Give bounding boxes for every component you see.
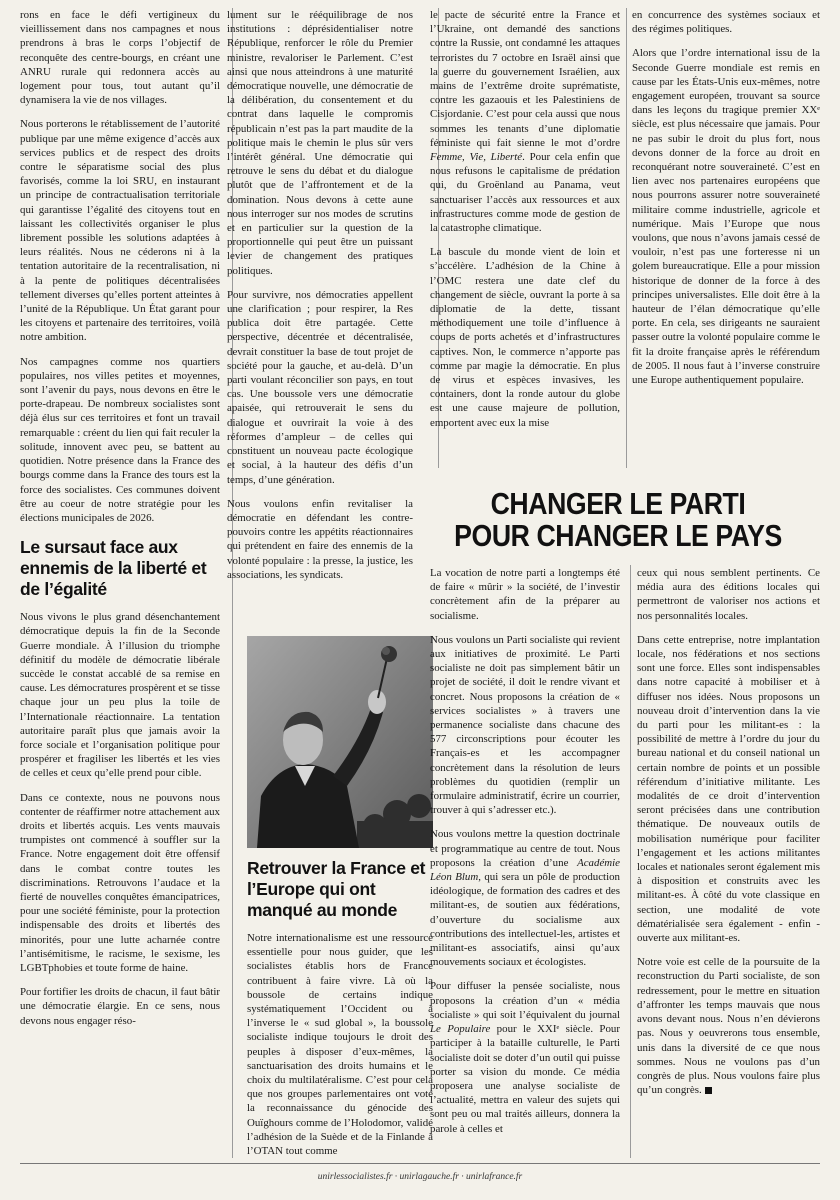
column-4 — [632, 8, 820, 468]
paragraph: Nous vivons le plus grand désenchantement démocratique depuis la fin de la Seconde Guerre mondiale. À l’illusion du triomphe définitif du modèle de démocratie libérale succède le constat accablé de sa remise en cause. Les démocratures prospèrent et se tisse chaque jour un peu plus la toile de l’Internationale réactionnaire. La tentation autoritaire paraît plus que jamais avoir la force sociale et l’organisation politique pour prospérer et fragiliser les libertés et les vies de celles et ceux qu’elle prend pour cible. — [20, 611, 220, 780]
text-run: le pacte de sécurité entre la France et l’Ukraine, ont demandé des sanctions contre la Russie, ont condamné les attaques terroristes du 7 octobre en Israël ainsi que la guerre du gouvernement Israélien, aux mains de l’extrême droite suprématiste, contre les gazaouis et les Palestiniens de Cisjordanie. C’est pour cela aussi que nous sommes les tenants d’une diplomatie féministe qui fait sienne le mot d’ordre — [430, 9, 620, 149]
column-2 — [227, 8, 413, 618]
text-run: Pour diffuser la pensée socialiste, nous proposons la création d’un « média socialiste » qui soit l’équivalent du journal — [430, 980, 620, 1021]
paragraph: rons en face le défi vertigineux du vieillissement dans nos campagnes et nous prendrons à bras le corps l’objectif de reconquête des centre-bourgs, en créant une ANRU rurale qui redonnera accès au logement pour tous, tout autant qu’il dynamisera la vie de nos villages. — [20, 9, 220, 107]
column-6 — [637, 566, 820, 1162]
section-heading: Le sursaut face aux ennemis de la liberté et de l’égalité — [20, 537, 207, 600]
paragraph — [430, 979, 620, 1135]
column-rule — [630, 565, 631, 1158]
paragraph: Nous voulons un Parti socialiste qui revient aux initiatives de proximité. Le Parti socialiste ne doit pas simplement bâtir un projet de société, il doit le rendre vivant et concret. Nous proposons la création de « services socialistes » à travers une permanence socialiste dans chacune des 577 circonscriptions pour écouter les Français-es et les accompagner concrètement dans la résolution de leurs problèmes du quotidien (remplir un formulaire administratif, écrire un courrier, trouver à qui s’adresser etc.). — [430, 633, 620, 817]
headline-line: POUR CHANGER LE PAYS — [454, 518, 782, 553]
paragraph: Pour fortifier les droits de chacun, il faut bâtir une démocratie élargie. En ce sens, nous devons nous engager réso- — [20, 986, 220, 1027]
paragraph: Notre internationalisme est une ressource essentielle pour nous guider, que les socialistes établis hors de France contribuent à faire vivre. Là où la boussole de certains indique systématiquement l’Occident ou à l’inverse le « sud global », la boussole socialiste indique toujours le droit des peuples à disposer d’eux-mêmes, la sanctuarisation des droits humains et le choix du multilatéralisme. C’est pour cela que nos groupes parlementaires ont voté la reconnaissance du génocide des Ouïghours comme de l’Holodomor, validé l’adhésion de la Suède et de la Finlande à l’OTAN tout comme — [247, 932, 433, 1158]
paragraph — [430, 8, 620, 235]
paragraph: ceux qui nous semblent pertinents. Ce média aura des éditions locales qui permettront de valoriser nos actions et nos personnalités locales. — [637, 567, 820, 622]
paragraph: Dans ce contexte, nous ne pouvons nous contenter de réaffirmer notre attachement aux droits et libertés acquis. Les vents mauvais trumpistes ont commencé à souffler sur la France. Notre engagement doit être offensif dans le combat contre toutes les discriminations. Retrouvons l’audace et la fierté de nouvelles conquêtes émancipatrices, pour une société féministe, pour la protection indispensable des droits et libertés des minorités, pour une lutte acharnée contre l’antisémitisme, le racisme, le sexisme, les LGBTphobies et toute forme de haine. — [20, 791, 220, 974]
column-5 — [430, 566, 620, 1162]
italic-slogan: Femme, Vie, Liberté — [430, 151, 523, 164]
column-1 — [20, 8, 220, 1163]
paragraph: Nos campagnes comme nos quartiers populaires, nos villes petites et moyennes, sont l’avenir du pays, nous devons en être le porte-drapeau. De nombreux socialistes sont déjà élus sur ces territoires et font un travail remarquable : créent du lien qui fait reculer la solitude, innovent avec peu, se battent au quotidien. Notre présence dans la France des bourgs comme dans la France des tours est la force des socialistes. Ces communes doivent être au coeur de notre stratégie pour les élections municipales de 2026. — [20, 355, 220, 524]
end-of-article-mark — [705, 1087, 712, 1094]
paragraph: Nous voulons enfin revitaliser la démocratie en défendant les contre-pouvoirs contre les appétits réactionnaires qui prétendent en faire des ennemis de la volonté populaire : la presse, la justice, les associations, les syndicats. — [227, 497, 413, 581]
text-run: Nous voulons mettre la question doctrinale et programmatique au centre de tout. Nous proposons la création d’une — [430, 828, 620, 869]
italic-name: Académie Léon Blum — [430, 856, 620, 884]
photo-illustration — [247, 636, 433, 848]
paragraph: La vocation de notre parti a longtemps été de faire « mûrir » la société, de l’investir concrètement afin de la préparer au socialisme. — [430, 567, 620, 622]
paragraph — [430, 827, 620, 969]
paragraph: La bascule du monde vient de loin et s’accélère. L’adhésion de la Chine à l’OMC restera une date clef du changement de siècle, ouvrant la porte à sa diplomatie de la dette, tissant méthodiquement une toile d’influence à coups de ports achetés et d’infrastructures captives. Non, le commerce n’apporte pas comme par magie la démocratie. En plus de virus et espèces invasives, les containers, dont la ronde autour du globe est une cause majeure de pollution, emportent avec eux la mise — [430, 246, 620, 429]
italic-journal: Le Populaire — [430, 1023, 491, 1036]
paragraph: Alors que l’ordre international issu de la Seconde Guerre mondiale est remis en cause par les États-Unis eux-mêmes, notre engagement européen, trouvant sa source dans les leçons du tragique premier XXᵉ siècle, est plus nécessaire que jamais. Pour ne pas subir le droit du plus fort, nous devons donner de la force au droit en reconquérant notre souveraineté. C’est en lien avec nos partenaires européens que nous pourrons assurer notre souveraineté militaire comme industrielle, agricole et numérique. Mais l’Europe que nous voulons, que nous n’avons jamais cessé de vouloir, n’est pas une forteresse ni un golem bureaucratique. Elle a pour mission historique de donner de la force à des principes universalistes. Elle doit être à la hauteur de l’élan démocratique qu’elle porte. En cela, ses dirigeants ne sauraient passer outre la volonté populaire comme le fit la droite française après le référendum de 2005. Il nous faut à l’inverse construire une Europe authentiquement populaire. — [632, 47, 820, 387]
text-run: , qui sera un pôle de production idéologique, de formation des cadres et des militant-es, de soutien aux fédérations, d’ouverture du socialisme aux contributions des intellectuel-les, artistes et militant-es associatifs, ainsi qu’aux mouvements sociaux et écologistes. — [430, 871, 620, 969]
text-run: Notre voie est celle de la poursuite de la reconstruction du Parti socialiste, de son redressement, pour le mettre en situation d’affronter les temps mauvais que nous avons devant nous. Nous n’en dévierons pas. Nous y oeuvrerons tous ensemble, unis dans la diversité de ce que nous sommes. Nous ne voulons pas d’un congrès de plus. Nous voulons faire plus qu’un congrès. — [637, 956, 820, 1097]
text-run: . Pour cela enfin que nous refusons le capitalisme de prédation qui, du Groënland au Panama, veut sanctuariser l’accès aux ressources et aux infrastructures comme mode de gestion de la catastrophe climatique. — [430, 151, 620, 235]
newspaper-page — [20, 0, 820, 1200]
footer-urls: unirlessocialistes.fr · unirlagauche.fr · unirlafrance.fr — [317, 1172, 523, 1182]
column-3 — [430, 8, 620, 468]
column-rule — [626, 8, 627, 468]
main-headline — [453, 488, 783, 552]
paragraph: Nous porterons le rétablissement de l’autorité publique par une même exigence d’accès aux services publics et de respect des droits contre le séparatisme social des plus favorisés, comme la loi SRU, en instaurant un principe de contractualisation territoriale qui garantisse l’égalité des citoyens tout en laissant les collectivités organiser le plus librement possible les solutions adaptées à leurs réalités. Nous ne céderons ni à la tentation autoritaire de la recentralisation, ni à la pente de politiques décentralisées tellement diverses qu’elles portent atteintes à l’unité de la République. Un État garant pour les citoyens et partenaire des territoires, voilà notre ambition. — [20, 118, 220, 344]
text-run: pour le XXIᵉ siècle. Pour participer à la bataille culturelle, le Parti socialiste doit se doter d’un outil qui puisse porter sa vision du monde. Ce média proposera une analyse socialiste de l’actualité, mettra en valeur des sujets qui sont peu ou mal traités ailleurs, donnera la parole à celles et — [430, 1023, 620, 1135]
column-2-bottom — [247, 852, 433, 1162]
photo-mitterrand-with-rose — [247, 636, 433, 848]
paragraph: Dans cette entreprise, notre implantation locale, nos fédérations et nos sections sont une force. Elles sont indispensables dans notre capacité à mobiliser et à diffuser nos idées. Nous proposons un nouveau droit d’intervention dans la vie du parti pour les militant-es : la possibilité de mettre à l’ordre du jour du bureau national et du conseil national un certain nombre de points et un possible référendum d’initiative militante. Les modalités de ce droit d’intervention seront précisées dans une contribution thématique. De nouveaux outils de mobilisation numérique pour faciliter l’engagement et les actions militantes locales et nationales seront également mis à disposition et construits avec les militant-es. À côté du vote classique en section, une modalité de vote dématérialisée sera également - enfin - ouverte aux militant-es. — [637, 633, 820, 945]
paragraph — [637, 955, 820, 1097]
paragraph: lument sur le rééquilibrage de nos institutions : déprésidentialiser notre République, renforcer le rôle du Premier ministre, revaloriser le Parlement. C’est ainsi que nous atteindrons à une maturité démocratique nouvelle, une démocratie de la délibération, du consentement et du contrat dans laquelle le compromis républicain n’est pas la part maudite de la politique mais le chemin le plus sûr vers l’intérêt général. Une démocratie qui retrouve le sens du débat et du dialogue plutôt que de l’affrontement et de la domination. Nous devons à cette aune nous interroger sur nos modes de scrutins et en particulier sur la question de la proportionnelle qui peut être un puissant levier de changement des pratiques politiques. — [227, 9, 413, 277]
paragraph: en concurrence des systèmes sociaux et des régimes politiques. — [632, 9, 820, 36]
footer-divider — [20, 1163, 820, 1164]
section-heading: Retrouver la France et l’Europe qui ont manqué au monde — [247, 858, 426, 920]
headline-line: CHANGER LE PARTI — [490, 486, 746, 521]
paragraph: Pour survivre, nos démocraties appellent une clarification ; pour respirer, la Res publica doit être partagée. Cette perspective, décentrée et décentralisée, devrait constituer la base de tout projet de société pour la gauche, et au-delà. D’un parti voulant réconcilier son pays, en tout cas. Une boussole vers une démocratie apaisée, qui retrouverait le sens du dialogue et ouvrirait la voie à des réformes d’ampleur – de celles qui constituent un nouveau pacte écologique et social, à la hauteur des défis d’un temps, d’une génération. — [227, 288, 413, 486]
